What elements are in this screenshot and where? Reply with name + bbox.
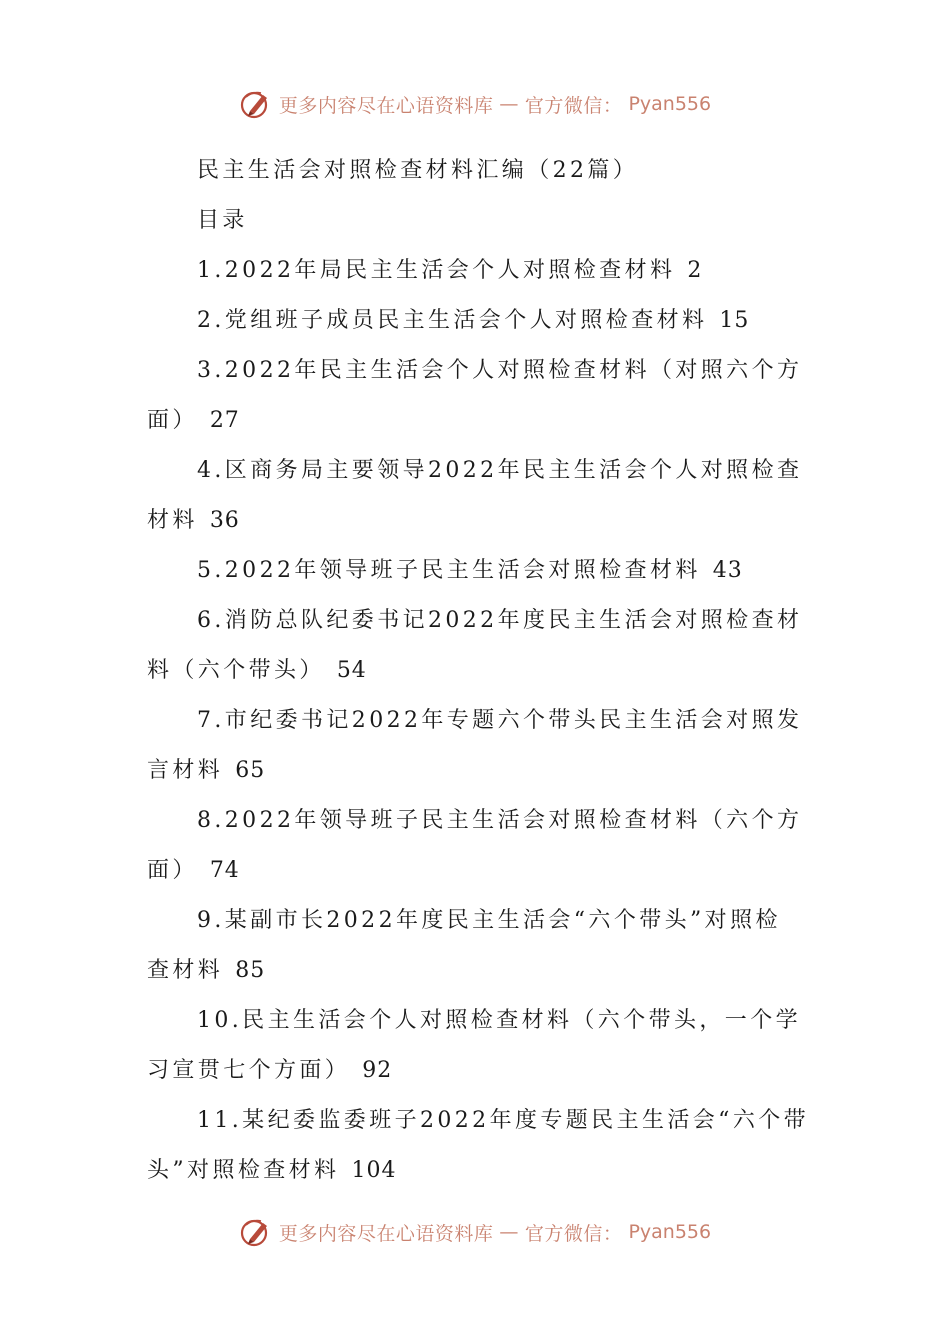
toc-entry[interactable] — [147, 596, 807, 696]
toc-entry[interactable] — [147, 246, 807, 296]
toc-entry[interactable] — [147, 346, 807, 446]
watermark-text: 更多内容尽在心语资料库 — [278, 94, 494, 117]
document-title: 民主生活会对照检查材料汇编（22篇） — [197, 158, 639, 183]
toc-entry-text: 5.2022年领导班子民主生活会对照检查材料 — [197, 558, 701, 583]
toc-entry-text: 2.党组班子成员民主生活会个人对照检查材料 — [197, 308, 708, 333]
watermark-suffix: 官方微信： — [524, 94, 623, 117]
pen-nib-circle-icon — [239, 1215, 273, 1249]
toc-entry[interactable] — [147, 896, 807, 996]
document-body — [147, 146, 810, 1196]
toc-entry-page: 104 — [351, 1158, 397, 1183]
toc-entry[interactable] — [147, 696, 807, 796]
toc-entry-text: 11.某纪委监委班子2022年度专题民主生活会“六个带 — [197, 1108, 810, 1133]
toc-entry-page: 92 — [362, 1058, 393, 1083]
watermark-banner-bottom — [0, 1210, 950, 1254]
watermark-banner-top — [0, 82, 950, 126]
toc-entry[interactable] — [147, 446, 807, 546]
toc-entry-text: 4.区商务局主要领导2022年民主生活会个人对照检查 — [197, 458, 803, 483]
toc-entry-text: 9.某副市长2022年度民主生活会“六个带头”对照检 — [197, 908, 781, 933]
toc-entry-text: 1.2022年局民主生活会个人对照检查材料 — [197, 258, 676, 283]
toc-entry-page: 74 — [209, 858, 240, 883]
toc-entry[interactable] — [147, 796, 807, 896]
toc-heading: 目录 — [197, 208, 248, 233]
toc-entry-text: 习宣贯七个方面） — [147, 1058, 351, 1083]
toc-entry[interactable] — [147, 996, 807, 1096]
watermark-suffix: 官方微信： — [524, 1222, 623, 1245]
toc-entry-text: 言材料 — [147, 758, 224, 783]
toc-entry-page: 15 — [719, 308, 750, 333]
toc-entry-text: 10.民主生活会个人对照检查材料（六个带头，一个学 — [197, 1008, 801, 1033]
toc-entry-page: 54 — [336, 658, 367, 683]
toc-entry-text: 面） — [147, 858, 198, 883]
toc-entry-text: 7.市纪委书记2022年专题六个带头民主生活会对照发 — [197, 708, 803, 733]
toc-entry-text: 6.消防总队纪委书记2022年度民主生活会对照检查材 — [197, 608, 803, 633]
toc-entry-page: 36 — [209, 508, 240, 533]
pen-nib-circle-icon — [239, 87, 273, 121]
toc-entry-page: 65 — [235, 758, 266, 783]
watermark-separator: — — [499, 93, 519, 115]
toc-entry[interactable] — [147, 296, 807, 346]
toc-entry-text: 8.2022年领导班子民主生活会对照检查材料（六个方 — [197, 808, 803, 833]
toc-entry-page: 85 — [235, 958, 266, 983]
toc-entry-page: 43 — [712, 558, 743, 583]
toc-entry-text: 面） — [147, 408, 198, 433]
toc-entry-text: 3.2022年民主生活会个人对照检查材料（对照六个方 — [197, 358, 803, 383]
toc-entry-page: 27 — [209, 408, 240, 433]
toc-entry[interactable] — [147, 546, 807, 596]
watermark-text: 更多内容尽在心语资料库 — [278, 1222, 494, 1245]
toc-entry-text: 查材料 — [147, 958, 224, 983]
toc-entry-page: 2 — [687, 258, 703, 283]
toc-entry-text: 材料 — [147, 508, 198, 533]
watermark-wechat-id: Pyan556 — [628, 1221, 712, 1243]
watermark-wechat-id: Pyan556 — [628, 93, 712, 115]
toc-entry-text: 料（六个带头） — [147, 658, 325, 683]
watermark-separator: — — [499, 1221, 519, 1243]
toc-entry[interactable] — [147, 1096, 810, 1196]
toc-entry-text: 头”对照检查材料 — [147, 1158, 340, 1183]
